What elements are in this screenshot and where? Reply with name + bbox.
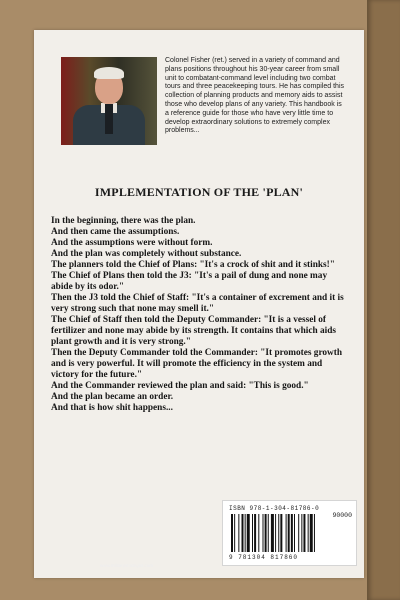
barcode-digits: 9 781304 817860 — [229, 554, 299, 561]
story-line: In the beginning, there was the plan. — [51, 216, 196, 226]
story-text — [51, 216, 351, 414]
photo-hair — [94, 67, 124, 79]
isbn-label: ISBN 978-1-304-81786-0 — [229, 505, 320, 512]
barcode-bars — [231, 514, 349, 552]
book-spine — [367, 0, 400, 600]
page-title: IMPLEMENTATION OF THE 'PLAN' — [94, 185, 304, 199]
back-cover-page — [34, 30, 364, 578]
price-code: 90000 — [332, 512, 352, 519]
story-line: Then the J3 told the Chief of Staff: "It's a container of excrement and it is very strong such that none may smell it." — [51, 293, 344, 314]
story-line: And the plan became an order. — [51, 392, 174, 402]
author-bio: Colonel Fisher (ret.) served in a variety of command and plans positions throughout his 30-year career from small unit to combatant-command level including two combat tours and three peacekeeping tours. He has compiled this collection of planning products and memory aids to assist those who develop plans of any variety. This handbook is a reference guide for those who have very little time to develop extraordinary solutions to extremely complex problems... — [165, 57, 344, 135]
story-line: The Chief of Plans then told the J3: "It's a pail of dung and none may abide by its odor." — [51, 271, 328, 292]
story-line: And that is how shit happens... — [51, 403, 173, 413]
website-url: www.militarystrategist.com — [100, 563, 154, 568]
story-line: And the plan was completely without substance. — [51, 249, 242, 259]
barcode-box — [222, 500, 357, 566]
story-line: The planners told the Chief of Plans: "It's a crock of shit and it stinks!" — [51, 260, 335, 270]
story-line: Then the Deputy Commander told the Commander: "It promotes growth and is very powerful. It will promote the efficiency in the system and victory for the future." — [51, 348, 343, 380]
story-line: And the Commander reviewed the plan and said: "This is good." — [51, 381, 309, 391]
photo-tie — [105, 104, 113, 134]
story-line: And the assumptions were without form. — [51, 238, 213, 248]
story-line: The Chief of Staff then told the Deputy Commander: "It is a vessel of fertilizer and none may abide by its strength. It contains that which aids plant growth and it is very strong." — [51, 315, 337, 347]
author-photo — [61, 57, 157, 145]
story-line: And then came the assumptions. — [51, 227, 180, 237]
